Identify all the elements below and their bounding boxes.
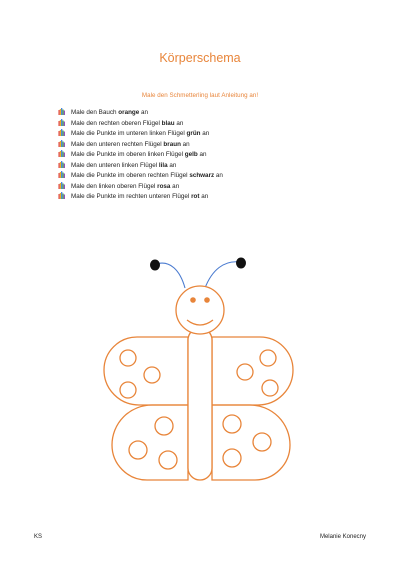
footer-author: Melanie Konecny	[319, 534, 366, 540]
pencils-icon	[58, 140, 66, 147]
left-antenna	[156, 263, 185, 288]
instruction-item: Male die Punkte im oberen rechten Flügel schwarz an	[58, 171, 223, 182]
pencils-icon	[58, 171, 66, 178]
wing-spot	[262, 380, 278, 396]
color-word: blau	[161, 119, 175, 127]
right-antenna-tip	[236, 258, 246, 269]
page-title: Körperschema	[159, 51, 241, 65]
wing-spot	[223, 449, 241, 467]
instruction-item: Male den linken oberen Flügel rosa an	[58, 182, 223, 193]
color-word: lila	[158, 161, 168, 169]
butterfly-eye-left	[190, 297, 196, 303]
wing-spot	[253, 433, 271, 451]
wing-spot	[129, 441, 147, 459]
lower-right-wing	[212, 405, 290, 480]
instruction-item: Male die Punkte im oberen linken Flügel gelb an	[58, 150, 223, 161]
wing-spot	[223, 415, 241, 433]
butterfly-body	[188, 328, 212, 480]
wing-spot	[120, 350, 136, 366]
pencils-icon	[58, 161, 66, 168]
wing-spot	[237, 364, 253, 380]
color-word: schwarz	[189, 172, 215, 179]
instruction-item: Male die Punkte im unteren linken Flügel grün an	[58, 129, 223, 140]
butterfly-eye-right	[204, 297, 210, 303]
pencils-icon	[58, 129, 66, 136]
pencils-icon	[58, 182, 66, 189]
lower-left-wing	[112, 405, 188, 480]
wing-spot	[260, 350, 276, 366]
instruction-item: Male den Bauch orange an	[58, 108, 223, 119]
instruction-item: Male den unteren rechten Flügel braun an	[58, 140, 223, 151]
upper-left-wing	[104, 337, 188, 405]
pencils-icon	[58, 150, 66, 157]
page-subtitle: Male den Schmetterling laut Anleitung an!	[141, 92, 259, 99]
footer-left: KS	[34, 534, 43, 540]
butterfly-drawing	[100, 250, 300, 490]
color-word: gelb	[184, 151, 198, 158]
left-antenna-tip	[150, 260, 160, 271]
instruction-item: Male den unteren linken Flügel lila an	[58, 161, 223, 172]
color-word: rosa	[157, 182, 171, 190]
pencils-icon	[58, 108, 66, 115]
wing-spot	[155, 417, 173, 435]
wing-spot	[120, 382, 136, 398]
color-word: grün	[186, 130, 201, 137]
right-antenna	[205, 262, 240, 288]
wing-spot	[159, 451, 177, 469]
color-word: orange	[118, 109, 140, 116]
instruction-item: Male die Punkte im rechten unteren Flügel rot an	[58, 192, 223, 203]
pencils-icon	[58, 119, 66, 126]
color-word: braun	[163, 140, 181, 148]
instruction-list	[58, 108, 223, 203]
wing-spot	[144, 367, 160, 383]
butterfly-head	[176, 286, 224, 334]
pencils-icon	[58, 192, 66, 199]
instruction-item: Male den rechten oberen Flügel blau an	[58, 119, 223, 130]
color-word: rot	[191, 193, 200, 200]
